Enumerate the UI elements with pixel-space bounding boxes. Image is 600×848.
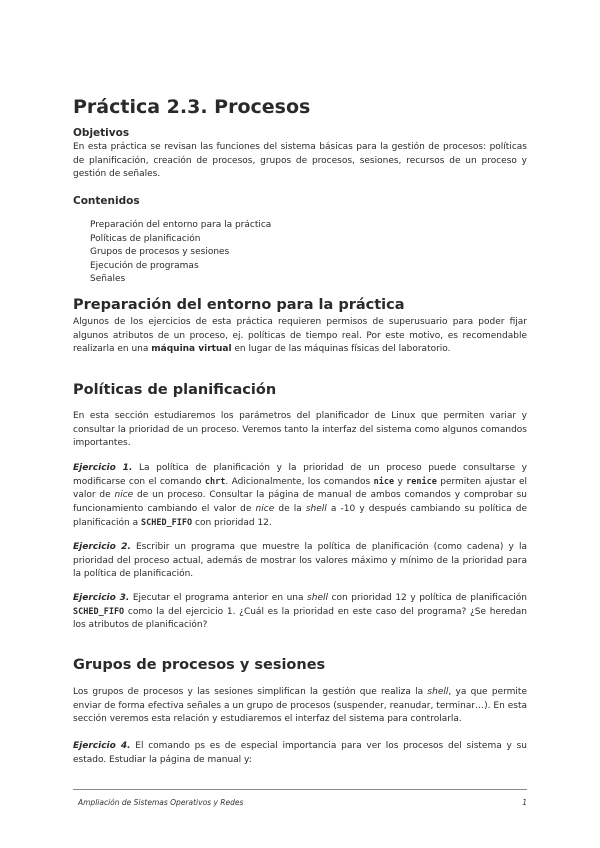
contenidos-item: Preparación del entorno para la práctica <box>90 220 272 230</box>
ejercicio-2: Ejercicio 2. Escribir un programa que muestre la política de planificación (como cadena) y la prioridad del proceso actual, además de mostrar los valores máximo y mínimo de la prioridad para la política de planificación. <box>73 542 527 580</box>
ejercicio-3: Ejercicio 3. Ejecutar el programa anterior en una shell con prioridad 12 y política de planificación SCHED_FIFO como la del ejercicio 1. ¿Cuál es la prioridad en este caso del programa? ¿Se heredan los atributos de planificación? <box>73 593 527 631</box>
contenidos-item: Señales <box>90 274 126 284</box>
contenidos-item: Ejecución de programas <box>90 260 199 271</box>
footer-divider <box>73 789 527 790</box>
contenidos-heading: Contenidos <box>73 195 140 207</box>
page-title: Práctica 2.3. Procesos <box>73 96 311 118</box>
politicas-heading: Políticas de planificación <box>73 382 277 398</box>
footer-course-name: Ampliación de Sistemas Operativos y Redes <box>78 798 244 807</box>
grupos-heading: Grupos de procesos y sesiones <box>73 657 326 673</box>
politicas-intro: En esta sección estudiaremos los parámetros del planificador de Linux que permiten variar y consultar la prioridad de un proceso. Veremos tanto la interfaz del sistema como algunos comandos importantes. <box>73 411 527 449</box>
grupos-text: Los grupos de procesos y las sesiones simplifican la gestión que realiza la shell, ya que permite enviar de forma efectiva señales a un grupo de procesos (suspender, reanudar, terminar…). En esta sección veremos esta relación y estudiaremos el interfaz del sistema para controlarla. <box>73 687 527 725</box>
contenidos-item: Políticas de planificación <box>90 233 201 244</box>
contenidos-item: Grupos de procesos y sesiones <box>90 247 230 257</box>
document-page <box>73 0 527 848</box>
footer-page-number: 1 <box>522 798 527 807</box>
ejercicio-1: Ejercicio 1. La política de planificación y la prioridad de un proceso puede consultarse y modificarse con el comando chrt. Adicionalmente, los comandos nice y renice permiten ajustar el valor de nice de un proceso. Consultar la página de manual de ambos comandos y comprobar su funcionamiento cambiando el valor de nice de la shell a -10 y después cambiando su política de planificación a SCHED_FIFO con prioridad 12. <box>73 463 528 528</box>
preparacion-heading: Preparación del entorno para la práctica <box>73 297 405 313</box>
contenidos-list <box>90 219 271 287</box>
objetivos-heading: Objetivos <box>73 127 130 139</box>
objetivos-text: En esta práctica se revisan las funciones del sistema básicas para la gestión de procesos: políticas de planificación, creación de procesos, grupos de procesos, sesiones, recursos de un proceso y gestión de señales. <box>73 142 527 180</box>
preparacion-text: Algunos de los ejercicios de esta práctica requieren permisos de superusuario para poder fijar algunos atributos de un proceso, ej. políticas de tiempo real. Por este motivo, es recomendable realizarla en una máquina virtual en lugar de las máquinas físicas del laboratorio. <box>73 317 527 355</box>
ejercicio-4: Ejercicio 4. El comando ps es de especial importancia para ver los procesos del sistema y su estado. Estudiar la página de manual y: <box>73 741 527 765</box>
